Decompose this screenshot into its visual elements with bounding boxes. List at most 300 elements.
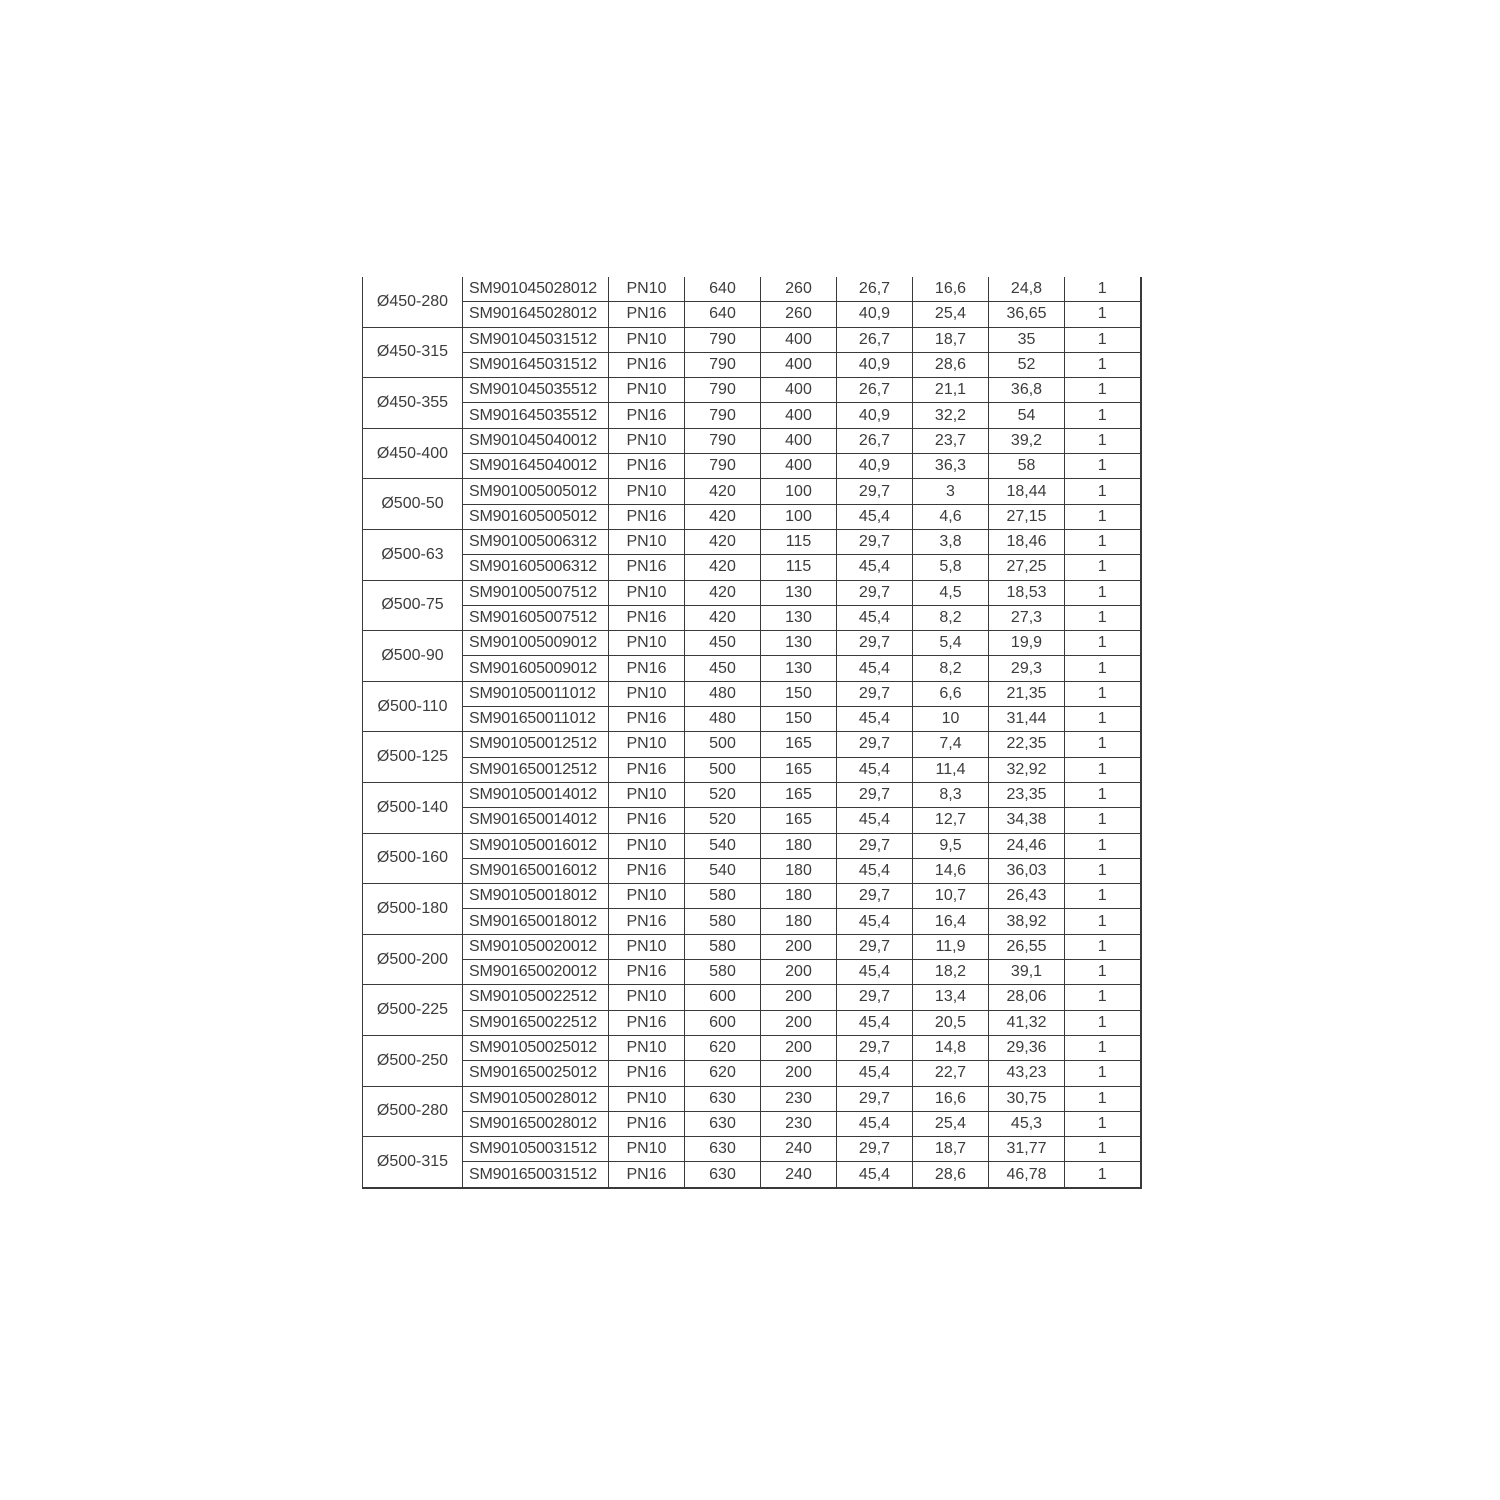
- table-cell: PN10: [609, 529, 685, 554]
- group-label: Ø450-400: [363, 428, 463, 479]
- group-label: Ø500-110: [363, 681, 463, 732]
- table-cell: 18,53: [989, 580, 1065, 605]
- table-row: [363, 782, 1141, 807]
- table-cell: 230: [761, 1086, 837, 1111]
- table-cell: 32,2: [913, 403, 989, 428]
- table-cell: 400: [761, 378, 837, 403]
- table-cell: 1: [1065, 605, 1141, 630]
- table-row: [363, 732, 1141, 757]
- table-cell: 200: [761, 985, 837, 1010]
- group-label: Ø500-63: [363, 529, 463, 580]
- table-cell: PN10: [609, 1035, 685, 1060]
- table-row: [363, 605, 1141, 630]
- table-cell: 45,4: [837, 808, 913, 833]
- table-cell: 24,8: [989, 277, 1065, 302]
- table-row: [363, 529, 1141, 554]
- product-code-cell: SM901645035512: [463, 403, 609, 428]
- table-cell: 115: [761, 555, 837, 580]
- table-cell: 1: [1065, 631, 1141, 656]
- product-code-cell: SM901650011012: [463, 707, 609, 732]
- table-cell: 200: [761, 1010, 837, 1035]
- table-cell: 100: [761, 479, 837, 504]
- table-cell: 1: [1065, 1086, 1141, 1111]
- table-row: [363, 833, 1141, 858]
- table-cell: 13,4: [913, 985, 989, 1010]
- table-cell: 630: [685, 1086, 761, 1111]
- table-cell: 1: [1065, 985, 1141, 1010]
- group-label: Ø500-315: [363, 1137, 463, 1188]
- product-code-cell: SM901650016012: [463, 858, 609, 883]
- product-code-cell: SM901650025012: [463, 1061, 609, 1086]
- table-cell: 1: [1065, 454, 1141, 479]
- table-cell: 790: [685, 327, 761, 352]
- table-row: [363, 327, 1141, 352]
- table-cell: 100: [761, 504, 837, 529]
- table-cell: 500: [685, 757, 761, 782]
- table-cell: PN16: [609, 1111, 685, 1136]
- table-cell: 29,7: [837, 580, 913, 605]
- table-cell: 1: [1065, 1061, 1141, 1086]
- table-row: [363, 1061, 1141, 1086]
- group-label: Ø500-280: [363, 1086, 463, 1137]
- table-cell: PN16: [609, 454, 685, 479]
- spec-table: [362, 277, 1142, 1189]
- table-cell: 580: [685, 960, 761, 985]
- table-row: [363, 1111, 1141, 1136]
- table-cell: 1: [1065, 707, 1141, 732]
- product-code-cell: SM901650012512: [463, 757, 609, 782]
- table-cell: 1: [1065, 428, 1141, 453]
- product-code-cell: SM901045040012: [463, 428, 609, 453]
- group-label: Ø450-355: [363, 378, 463, 429]
- table-cell: 28,06: [989, 985, 1065, 1010]
- table-row: [363, 985, 1141, 1010]
- group-label: Ø500-75: [363, 580, 463, 631]
- table-cell: 45,4: [837, 555, 913, 580]
- table-cell: PN10: [609, 1137, 685, 1162]
- table-cell: 19,9: [989, 631, 1065, 656]
- table-cell: 30,75: [989, 1086, 1065, 1111]
- table-cell: 27,15: [989, 504, 1065, 529]
- table-cell: 29,7: [837, 985, 913, 1010]
- table-cell: PN10: [609, 732, 685, 757]
- group-label: Ø500-125: [363, 732, 463, 783]
- table-cell: PN16: [609, 605, 685, 630]
- table-cell: 1: [1065, 757, 1141, 782]
- table-cell: 32,92: [989, 757, 1065, 782]
- table-cell: 40,9: [837, 403, 913, 428]
- table-cell: 165: [761, 782, 837, 807]
- table-cell: 180: [761, 909, 837, 934]
- table-cell: 23,35: [989, 782, 1065, 807]
- table-cell: 29,7: [837, 631, 913, 656]
- product-code-cell: SM901050025012: [463, 1035, 609, 1060]
- table-cell: PN10: [609, 782, 685, 807]
- group-label: Ø500-50: [363, 479, 463, 530]
- table-cell: 1: [1065, 934, 1141, 959]
- table-cell: 18,46: [989, 529, 1065, 554]
- table-cell: 150: [761, 707, 837, 732]
- table-cell: PN10: [609, 934, 685, 959]
- table-cell: 18,2: [913, 960, 989, 985]
- group-label: Ø500-225: [363, 985, 463, 1036]
- table-cell: PN10: [609, 884, 685, 909]
- table-cell: 1: [1065, 277, 1141, 302]
- table-cell: 420: [685, 580, 761, 605]
- table-cell: 45,4: [837, 605, 913, 630]
- table-cell: 420: [685, 504, 761, 529]
- table-cell: 260: [761, 302, 837, 327]
- table-cell: 45,4: [837, 858, 913, 883]
- product-code-cell: SM901050014012: [463, 782, 609, 807]
- table-cell: 24,46: [989, 833, 1065, 858]
- table-cell: PN10: [609, 378, 685, 403]
- table-cell: 540: [685, 833, 761, 858]
- table-cell: 46,78: [989, 1162, 1065, 1188]
- table-cell: PN16: [609, 1061, 685, 1086]
- table-cell: 1: [1065, 479, 1141, 504]
- table-cell: 1: [1065, 1035, 1141, 1060]
- table-cell: 790: [685, 378, 761, 403]
- table-cell: 40,9: [837, 454, 913, 479]
- table-row: [363, 277, 1141, 302]
- table-cell: 36,8: [989, 378, 1065, 403]
- table-cell: 580: [685, 909, 761, 934]
- table-cell: 25,4: [913, 302, 989, 327]
- table-row: [363, 555, 1141, 580]
- table-cell: 21,1: [913, 378, 989, 403]
- table-row: [363, 403, 1141, 428]
- table-cell: 1: [1065, 960, 1141, 985]
- table-cell: 400: [761, 403, 837, 428]
- table-cell: PN10: [609, 985, 685, 1010]
- table-cell: 18,44: [989, 479, 1065, 504]
- table-cell: 3,8: [913, 529, 989, 554]
- table-row: [363, 1162, 1141, 1188]
- table-cell: 4,5: [913, 580, 989, 605]
- table-cell: 28,6: [913, 352, 989, 377]
- table-cell: 23,7: [913, 428, 989, 453]
- table-cell: 29,7: [837, 1137, 913, 1162]
- table-cell: 29,36: [989, 1035, 1065, 1060]
- table-cell: 45,4: [837, 757, 913, 782]
- table-cell: PN10: [609, 580, 685, 605]
- product-code-cell: SM901050028012: [463, 1086, 609, 1111]
- table-cell: PN16: [609, 504, 685, 529]
- table-cell: PN10: [609, 631, 685, 656]
- product-code-cell: SM901050016012: [463, 833, 609, 858]
- table-row: [363, 504, 1141, 529]
- table-cell: 18,7: [913, 1137, 989, 1162]
- table-row: [363, 1010, 1141, 1035]
- product-code-cell: SM901050020012: [463, 934, 609, 959]
- product-code-cell: SM901045031512: [463, 327, 609, 352]
- spec-table-body: [363, 277, 1141, 1188]
- table-cell: 7,4: [913, 732, 989, 757]
- product-code-cell: SM901005006312: [463, 529, 609, 554]
- table-cell: 29,7: [837, 934, 913, 959]
- table-cell: 790: [685, 403, 761, 428]
- table-cell: 14,8: [913, 1035, 989, 1060]
- table-row: [363, 884, 1141, 909]
- table-cell: 400: [761, 428, 837, 453]
- product-code-cell: SM901605007512: [463, 605, 609, 630]
- table-cell: PN16: [609, 352, 685, 377]
- table-cell: 1: [1065, 555, 1141, 580]
- table-cell: 22,35: [989, 732, 1065, 757]
- table-cell: 115: [761, 529, 837, 554]
- table-row: [363, 960, 1141, 985]
- table-cell: 25,4: [913, 1111, 989, 1136]
- table-cell: 1: [1065, 378, 1141, 403]
- table-cell: 165: [761, 757, 837, 782]
- group-label: Ø500-180: [363, 884, 463, 935]
- table-cell: 580: [685, 884, 761, 909]
- group-label: Ø500-90: [363, 631, 463, 682]
- table-cell: 600: [685, 985, 761, 1010]
- table-cell: PN16: [609, 909, 685, 934]
- product-code-cell: SM901650018012: [463, 909, 609, 934]
- product-code-cell: SM901650031512: [463, 1162, 609, 1188]
- table-cell: 640: [685, 302, 761, 327]
- table-row: [363, 1086, 1141, 1111]
- table-cell: 31,77: [989, 1137, 1065, 1162]
- table-cell: 540: [685, 858, 761, 883]
- table-cell: 450: [685, 631, 761, 656]
- table-cell: 45,4: [837, 1010, 913, 1035]
- table-cell: PN10: [609, 327, 685, 352]
- table-cell: 400: [761, 352, 837, 377]
- table-cell: 41,32: [989, 1010, 1065, 1035]
- table-cell: 420: [685, 479, 761, 504]
- table-cell: 150: [761, 681, 837, 706]
- table-cell: 45,4: [837, 1162, 913, 1188]
- table-cell: 54: [989, 403, 1065, 428]
- table-cell: 29,7: [837, 1086, 913, 1111]
- table-row: [363, 909, 1141, 934]
- table-cell: 36,65: [989, 302, 1065, 327]
- table-cell: 21,35: [989, 681, 1065, 706]
- table-cell: 40,9: [837, 352, 913, 377]
- group-label: Ø450-280: [363, 277, 463, 327]
- table-cell: 790: [685, 428, 761, 453]
- table-cell: 58: [989, 454, 1065, 479]
- table-cell: 620: [685, 1035, 761, 1060]
- table-cell: 26,7: [837, 378, 913, 403]
- group-label: Ø450-315: [363, 327, 463, 378]
- table-cell: 27,3: [989, 605, 1065, 630]
- table-cell: 600: [685, 1010, 761, 1035]
- product-code-cell: SM901645040012: [463, 454, 609, 479]
- product-code-cell: SM901050018012: [463, 884, 609, 909]
- table-cell: 1: [1065, 833, 1141, 858]
- table-cell: 45,4: [837, 504, 913, 529]
- group-label: Ø500-250: [363, 1035, 463, 1086]
- table-cell: 480: [685, 707, 761, 732]
- product-code-cell: SM901645028012: [463, 302, 609, 327]
- product-code-cell: SM901605009012: [463, 656, 609, 681]
- product-code-cell: SM901045028012: [463, 277, 609, 302]
- table-cell: 180: [761, 858, 837, 883]
- table-cell: 9,5: [913, 833, 989, 858]
- table-cell: 26,7: [837, 327, 913, 352]
- table-cell: 1: [1065, 782, 1141, 807]
- table-cell: 130: [761, 605, 837, 630]
- table-cell: 400: [761, 327, 837, 352]
- table-cell: 4,6: [913, 504, 989, 529]
- table-cell: 790: [685, 454, 761, 479]
- table-cell: 1: [1065, 352, 1141, 377]
- table-cell: 1: [1065, 1111, 1141, 1136]
- table-cell: 45,4: [837, 960, 913, 985]
- table-cell: 18,7: [913, 327, 989, 352]
- table-cell: 36,03: [989, 858, 1065, 883]
- table-row: [363, 808, 1141, 833]
- product-code-cell: SM901050011012: [463, 681, 609, 706]
- table-cell: 630: [685, 1137, 761, 1162]
- product-code-cell: SM901645031512: [463, 352, 609, 377]
- table-cell: 640: [685, 277, 761, 302]
- table-cell: PN16: [609, 960, 685, 985]
- table-cell: 26,55: [989, 934, 1065, 959]
- table-row: [363, 580, 1141, 605]
- table-cell: 1: [1065, 858, 1141, 883]
- table-cell: 230: [761, 1111, 837, 1136]
- table-cell: 11,9: [913, 934, 989, 959]
- table-row: [363, 1137, 1141, 1162]
- table-cell: PN16: [609, 707, 685, 732]
- product-code-cell: SM901005005012: [463, 479, 609, 504]
- table-cell: 620: [685, 1061, 761, 1086]
- table-row: [363, 352, 1141, 377]
- table-cell: 480: [685, 681, 761, 706]
- table-cell: 8,2: [913, 656, 989, 681]
- table-cell: 200: [761, 960, 837, 985]
- product-code-cell: SM901050022512: [463, 985, 609, 1010]
- table-cell: 43,23: [989, 1061, 1065, 1086]
- table-cell: PN10: [609, 277, 685, 302]
- table-cell: 130: [761, 631, 837, 656]
- table-cell: 16,4: [913, 909, 989, 934]
- table-cell: 420: [685, 605, 761, 630]
- table-cell: PN16: [609, 808, 685, 833]
- table-cell: 1: [1065, 529, 1141, 554]
- table-cell: 12,7: [913, 808, 989, 833]
- table-cell: 1: [1065, 504, 1141, 529]
- table-cell: 16,6: [913, 1086, 989, 1111]
- table-cell: 520: [685, 808, 761, 833]
- table-cell: 1: [1065, 302, 1141, 327]
- table-cell: 5,4: [913, 631, 989, 656]
- table-cell: 400: [761, 454, 837, 479]
- table-cell: 240: [761, 1137, 837, 1162]
- table-cell: 11,4: [913, 757, 989, 782]
- table-cell: 1: [1065, 681, 1141, 706]
- table-cell: 36,3: [913, 454, 989, 479]
- table-cell: 29,7: [837, 529, 913, 554]
- table-cell: PN16: [609, 403, 685, 428]
- table-cell: 35: [989, 327, 1065, 352]
- table-cell: 1: [1065, 732, 1141, 757]
- table-cell: PN16: [609, 1010, 685, 1035]
- table-row: [363, 858, 1141, 883]
- product-code-cell: SM901005009012: [463, 631, 609, 656]
- table-cell: 8,3: [913, 782, 989, 807]
- table-cell: 130: [761, 656, 837, 681]
- product-code-cell: SM901650022512: [463, 1010, 609, 1035]
- table-cell: 29,7: [837, 833, 913, 858]
- table-cell: 26,43: [989, 884, 1065, 909]
- table-row: [363, 707, 1141, 732]
- table-cell: 45,4: [837, 707, 913, 732]
- table-row: [363, 454, 1141, 479]
- table-cell: 580: [685, 934, 761, 959]
- product-code-cell: SM901045035512: [463, 378, 609, 403]
- table-cell: 1: [1065, 580, 1141, 605]
- table-cell: 16,6: [913, 277, 989, 302]
- table-row: [363, 378, 1141, 403]
- table-cell: 39,2: [989, 428, 1065, 453]
- table-cell: PN16: [609, 302, 685, 327]
- table-row: [363, 479, 1141, 504]
- table-cell: PN10: [609, 428, 685, 453]
- product-code-cell: SM901605006312: [463, 555, 609, 580]
- table-cell: 5,8: [913, 555, 989, 580]
- table-cell: 1: [1065, 884, 1141, 909]
- group-label: Ø500-200: [363, 934, 463, 985]
- table-cell: 29,7: [837, 479, 913, 504]
- table-cell: 39,1: [989, 960, 1065, 985]
- table-row: [363, 681, 1141, 706]
- table-cell: 420: [685, 555, 761, 580]
- table-cell: 200: [761, 1035, 837, 1060]
- table-cell: 34,38: [989, 808, 1065, 833]
- product-code-cell: SM901005007512: [463, 580, 609, 605]
- table-cell: PN10: [609, 479, 685, 504]
- table-cell: 240: [761, 1162, 837, 1188]
- table-cell: 45,4: [837, 1111, 913, 1136]
- product-code-cell: SM901650020012: [463, 960, 609, 985]
- table-cell: 790: [685, 352, 761, 377]
- table-cell: PN16: [609, 1162, 685, 1188]
- table-cell: 180: [761, 884, 837, 909]
- table-cell: 180: [761, 833, 837, 858]
- table-row: [363, 656, 1141, 681]
- table-cell: 630: [685, 1111, 761, 1136]
- table-cell: 52: [989, 352, 1065, 377]
- table-cell: 29,7: [837, 681, 913, 706]
- table-cell: 27,25: [989, 555, 1065, 580]
- table-cell: 8,2: [913, 605, 989, 630]
- table-cell: 1: [1065, 808, 1141, 833]
- product-code-cell: SM901650028012: [463, 1111, 609, 1136]
- table-cell: 45,4: [837, 1061, 913, 1086]
- table-cell: 20,5: [913, 1010, 989, 1035]
- table-cell: 6,6: [913, 681, 989, 706]
- table-cell: 1: [1065, 909, 1141, 934]
- table-cell: 26,7: [837, 277, 913, 302]
- table-cell: PN16: [609, 757, 685, 782]
- table-cell: 45,4: [837, 909, 913, 934]
- table-cell: 260: [761, 277, 837, 302]
- table-cell: 165: [761, 808, 837, 833]
- table-cell: 45,4: [837, 656, 913, 681]
- table-cell: PN10: [609, 1086, 685, 1111]
- table-cell: 38,92: [989, 909, 1065, 934]
- table-cell: 28,6: [913, 1162, 989, 1188]
- table-row: [363, 428, 1141, 453]
- table-cell: 520: [685, 782, 761, 807]
